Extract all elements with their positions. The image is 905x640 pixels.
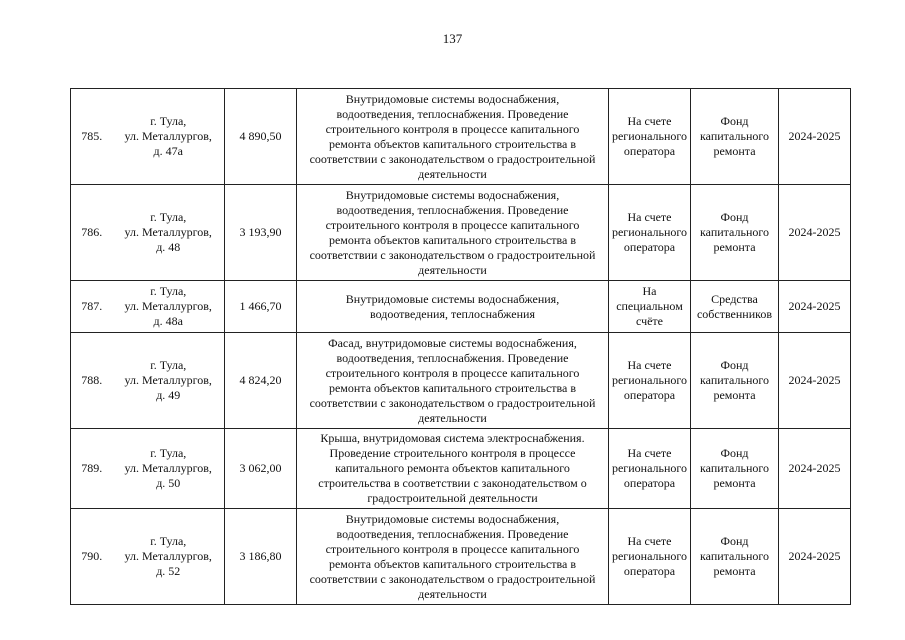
cell-line: оператора	[623, 476, 676, 490]
cell-line: водоотведения, теплоснабжения. Проведение	[336, 106, 569, 121]
cost-cell: 3 193,90	[225, 185, 297, 281]
cell-line: д. 52	[156, 564, 181, 578]
cell-line: ул. Металлургов,	[124, 373, 212, 387]
address-cell	[113, 281, 225, 333]
funding-source-cell	[691, 185, 779, 281]
cell-line: ул. Металлургов,	[124, 225, 212, 239]
cell-line: оператора	[623, 144, 676, 158]
funding-source-cell	[691, 429, 779, 509]
cell-line: Фонд	[720, 114, 749, 128]
cell-line: ул. Металлургов,	[124, 549, 212, 563]
table-row	[71, 89, 851, 185]
cell-line: г. Тула,	[150, 114, 187, 128]
row-number-cell: 790.	[71, 509, 113, 605]
table-row	[71, 185, 851, 281]
cell-line: регионального	[611, 373, 688, 387]
cell-line: регионального	[611, 461, 688, 475]
cost-cell: 3 186,80	[225, 509, 297, 605]
cell-line: капитального	[700, 461, 769, 475]
works-cell	[297, 185, 609, 281]
funding-source-cell	[691, 333, 779, 429]
cell-line: регионального	[611, 129, 688, 143]
cell-line: оператора	[623, 564, 676, 578]
cell-line: д. 48а	[153, 314, 183, 328]
cell-line: Внутридомовые системы водоснабжения,	[345, 187, 560, 202]
cell-line: регионального	[611, 225, 688, 239]
cell-line: соответствии с законодательством о градостроительной	[309, 571, 596, 586]
cell-line: градостроительной деятельности	[367, 491, 538, 505]
cell-line: деятельности	[418, 166, 487, 181]
cell-line: ремонта	[713, 476, 756, 490]
cell-line: счёте	[635, 314, 664, 328]
cell-line: На счете	[627, 210, 672, 224]
cell-line: На счете	[627, 534, 672, 548]
cell-line: строительного контроля в процессе капитального	[325, 217, 580, 232]
cell-line: водоотведения, теплоснабжения	[370, 306, 535, 321]
cell-line: соответствии с законодательством о градостроительной	[309, 395, 596, 410]
cell-line: ремонта объектов капитального строительства в	[328, 232, 577, 247]
works-cell	[297, 509, 609, 605]
works-cell	[297, 281, 609, 333]
period-cell: 2024-2025	[779, 89, 851, 185]
cell-line: г. Тула,	[150, 534, 187, 548]
cell-line: собственников	[696, 306, 773, 321]
table-row	[71, 429, 851, 509]
cell-line: д. 48	[156, 240, 181, 254]
works-cell	[297, 333, 609, 429]
account-cell	[609, 281, 691, 333]
cell-line: д. 49	[156, 388, 181, 402]
table-row	[71, 509, 851, 605]
cell-line: д. 50	[156, 476, 181, 490]
cell-line: строительного контроля в процессе капитального	[325, 541, 580, 556]
cell-line: Фонд	[720, 534, 749, 548]
address-cell	[113, 333, 225, 429]
cell-line: На счете	[627, 446, 672, 460]
account-cell	[609, 185, 691, 281]
cell-line: На счете	[627, 114, 672, 128]
account-cell	[609, 509, 691, 605]
cell-line: капитального ремонта объектов капитального	[335, 461, 570, 475]
row-number-cell: 789.	[71, 429, 113, 509]
cell-line: На счете	[627, 358, 672, 372]
cell-line: Фасад, внутридомовые системы водоснабжения,	[328, 335, 577, 350]
cell-line: строительного контроля в процессе капитального	[325, 365, 580, 380]
cell-line: соответствии с законодательством о градостроительной	[309, 247, 596, 262]
funding-source-cell	[691, 89, 779, 185]
cell-line: Фонд	[720, 446, 749, 460]
cell-line: Внутридомовые системы водоснабжения,	[345, 91, 560, 106]
cell-line: водоотведения, теплоснабжения. Проведение	[336, 202, 569, 217]
cell-line: ул. Металлургов,	[124, 461, 212, 475]
cell-line: ремонта объектов капитального строительства в	[328, 136, 577, 151]
address-cell	[113, 509, 225, 605]
address-cell	[113, 429, 225, 509]
funding-source-cell	[691, 509, 779, 605]
page-number: 137	[442, 31, 463, 46]
table-row	[71, 333, 851, 429]
cell-line: г. Тула,	[150, 446, 187, 460]
cell-line: деятельности	[418, 410, 487, 425]
row-number-cell: 786.	[71, 185, 113, 281]
period-cell: 2024-2025	[779, 185, 851, 281]
works-cell	[297, 89, 609, 185]
cost-cell: 4 890,50	[225, 89, 297, 185]
cell-line: водоотведения, теплоснабжения. Проведение	[336, 350, 569, 365]
cost-cell: 1 466,70	[225, 281, 297, 333]
cell-line: регионального	[611, 549, 688, 563]
cell-line: специальном	[616, 299, 683, 313]
cell-line: На	[642, 284, 657, 298]
cell-line: д. 47а	[153, 144, 183, 158]
cell-line: г. Тула,	[150, 210, 187, 224]
account-cell	[609, 429, 691, 509]
cell-line: капитального	[700, 225, 769, 239]
cell-line: оператора	[623, 388, 676, 402]
cell-line: Проведение строительного контроля в процессе	[329, 446, 576, 460]
cell-line: ремонта	[713, 240, 756, 254]
cell-line: ремонта объектов капитального строительства в	[328, 380, 577, 395]
cell-line: деятельности	[418, 262, 487, 277]
cell-line: г. Тула,	[150, 284, 187, 298]
cell-line: соответствии с законодательством о градостроительной	[309, 151, 596, 166]
account-cell	[609, 333, 691, 429]
cell-line: ремонта	[713, 388, 756, 402]
cell-line: Внутридомовые системы водоснабжения,	[345, 291, 560, 306]
period-cell: 2024-2025	[779, 429, 851, 509]
row-number-cell: 787.	[71, 281, 113, 333]
funding-source-cell	[691, 281, 779, 333]
repair-registry-table	[70, 88, 851, 605]
works-cell	[297, 429, 609, 509]
cell-line: строительного контроля в процессе капитального	[325, 121, 580, 136]
row-number-cell: 788.	[71, 333, 113, 429]
cell-line: Фонд	[720, 358, 749, 372]
cost-cell: 4 824,20	[225, 333, 297, 429]
cell-line: ремонта	[713, 564, 756, 578]
cell-line: ул. Металлургов,	[124, 299, 212, 313]
cell-line: Крыша, внутридомовая система электроснабжения.	[320, 431, 585, 445]
cell-line: строительства в соответствии с законодательством о	[318, 476, 587, 490]
cell-line: Фонд	[720, 210, 749, 224]
cell-line: ремонта объектов капитального строительства в	[328, 556, 577, 571]
cell-line: Внутридомовые системы водоснабжения,	[345, 511, 560, 526]
cost-cell: 3 062,00	[225, 429, 297, 509]
account-cell	[609, 89, 691, 185]
registry-body	[71, 89, 851, 605]
cell-line: ул. Металлургов,	[124, 129, 212, 143]
cell-line: водоотведения, теплоснабжения. Проведение	[336, 526, 569, 541]
cell-line: Средства	[711, 291, 758, 306]
address-cell	[113, 89, 225, 185]
period-cell: 2024-2025	[779, 509, 851, 605]
period-cell: 2024-2025	[779, 281, 851, 333]
cell-line: деятельности	[418, 586, 487, 601]
cell-line: ремонта	[713, 144, 756, 158]
address-cell	[113, 185, 225, 281]
cell-line: капитального	[700, 129, 769, 143]
cell-line: оператора	[623, 240, 676, 254]
table-row	[71, 281, 851, 333]
row-number-cell: 785.	[71, 89, 113, 185]
cell-line: капитального	[700, 373, 769, 387]
cell-line: капитального	[700, 549, 769, 563]
cell-line: г. Тула,	[150, 358, 187, 372]
period-cell: 2024-2025	[779, 333, 851, 429]
